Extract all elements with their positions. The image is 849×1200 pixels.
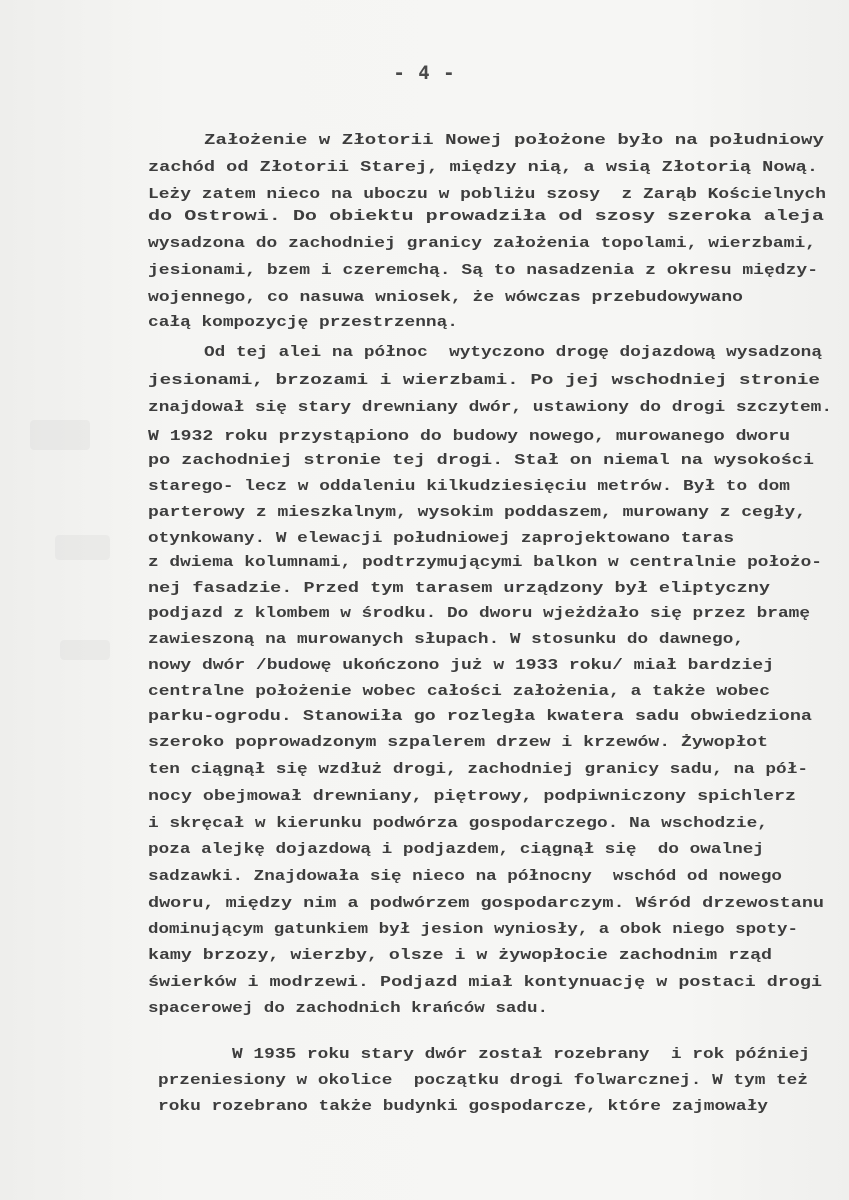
text-line: Założenie w Złotorii Nowej położone było na południowy — [204, 132, 824, 149]
text-line: zachód od Złotorii Starej, między nią, a wsią Złotorią Nową. — [148, 159, 818, 176]
text-line: nocy obejmował drewniany, piętrowy, podpiwniczony spichlerz — [148, 788, 796, 805]
text-line: nej fasadzie. Przed tym tarasem urządzony był eliptyczny — [148, 580, 770, 597]
text-line: W 1932 roku przystąpiono do budowy nowego, murowanego dworu — [148, 428, 791, 445]
text-line: jesionami, brzozami i wierzbami. Po jej wschodniej stronie — [148, 372, 820, 389]
text-line: całą kompozycję przestrzenną. — [148, 314, 458, 331]
text-line: przeniesiony w okolice początku drogi folwarcznej. W tym też — [158, 1072, 808, 1089]
text-line: po zachodniej stronie tej drogi. Stał on niemal na wysokości — [148, 452, 814, 469]
text-line: W 1935 roku stary dwór został rozebrany i rok później — [232, 1046, 810, 1063]
text-line: i skręcał w kierunku podwórza gospodarczego. Na wschodzie, — [148, 815, 768, 832]
text-line: centralne położenie wobec całości założenia, a także wobec — [148, 683, 770, 700]
text-line: znajdował się stary drewniany dwór, ustawiony do drogi szczytem. — [148, 399, 832, 416]
text-line: dworu, między nim a podwórzem gospodarczym. Wśród drzewostanu — [148, 895, 824, 912]
text-line: otynkowany. W elewacji południowej zaprojektowano taras — [148, 530, 734, 547]
text-line: zawieszoną na murowanych słupach. W stosunku do dawnego, — [148, 631, 744, 648]
text-line: starego- lecz w oddaleniu kilkudziesięciu metrów. Był to dom — [148, 478, 790, 495]
text-line: poza alejkę dojazdową i podjazdem, ciągnął się do owalnej — [148, 841, 764, 858]
text-line: świerków i modrzewi. Podjazd miał kontynuację w postaci drogi — [148, 974, 822, 991]
text-line: do Ostrowi. Do obiektu prowadziła od szosy szeroka aleja — [148, 208, 824, 225]
page-smudge — [55, 535, 110, 560]
text-line: z dwiema kolumnami, podtrzymującymi balkon w centralnie położo- — [148, 554, 822, 571]
text-line: jesionami, bzem i czeremchą. Są to nasadzenia z okresu między- — [148, 262, 818, 279]
page-number: - 4 - — [393, 62, 456, 84]
text-line: szeroko poprowadzonym szpalerem drzew i krzewów. Żywopłot — [148, 734, 768, 751]
text-line: kamy brzozy, wierzby, olsze i w żywopłocie zachodnim rząd — [148, 947, 772, 964]
text-line: podjazd z klombem w środku. Do dworu wjeżdżało się przez bramę — [148, 605, 810, 622]
text-line: nowy dwór /budowę ukończono już w 1933 roku/ miał bardziej — [148, 657, 774, 674]
text-line: wysadzona do zachodniej granicy założenia topolami, wierzbami, — [148, 235, 816, 252]
text-line: roku rozebrano także budynki gospodarcze, które zajmowały — [158, 1098, 768, 1115]
page-smudge — [60, 640, 110, 660]
text-line: wojennego, co nasuwa wniosek, że wówczas przebudowywano — [148, 289, 743, 306]
text-line: dominującym gatunkiem był jesion wyniosły, a obok niego spoty- — [148, 921, 799, 938]
text-line: ten ciągnął się wzdłuż drogi, zachodniej granicy sadu, na pół- — [148, 761, 808, 778]
text-line: sadzawki. Znajdowała się nieco na północny wschód od nowego — [148, 868, 782, 885]
text-line: parterowy z mieszkalnym, wysokim poddaszem, murowany z cegły, — [148, 504, 806, 521]
page-smudge — [30, 420, 90, 450]
text-line: Od tej alei na północ wytyczono drogę dojazdową wysadzoną — [204, 344, 822, 361]
text-line: Leży zatem nieco na uboczu w pobliżu szosy z Zarąb Kościelnych — [148, 186, 826, 203]
text-line: spacerowej do zachodnich krańców sadu. — [148, 1000, 548, 1017]
text-line: parku-ogrodu. Stanowiła go rozległa kwatera sadu obwiedziona — [148, 708, 812, 725]
